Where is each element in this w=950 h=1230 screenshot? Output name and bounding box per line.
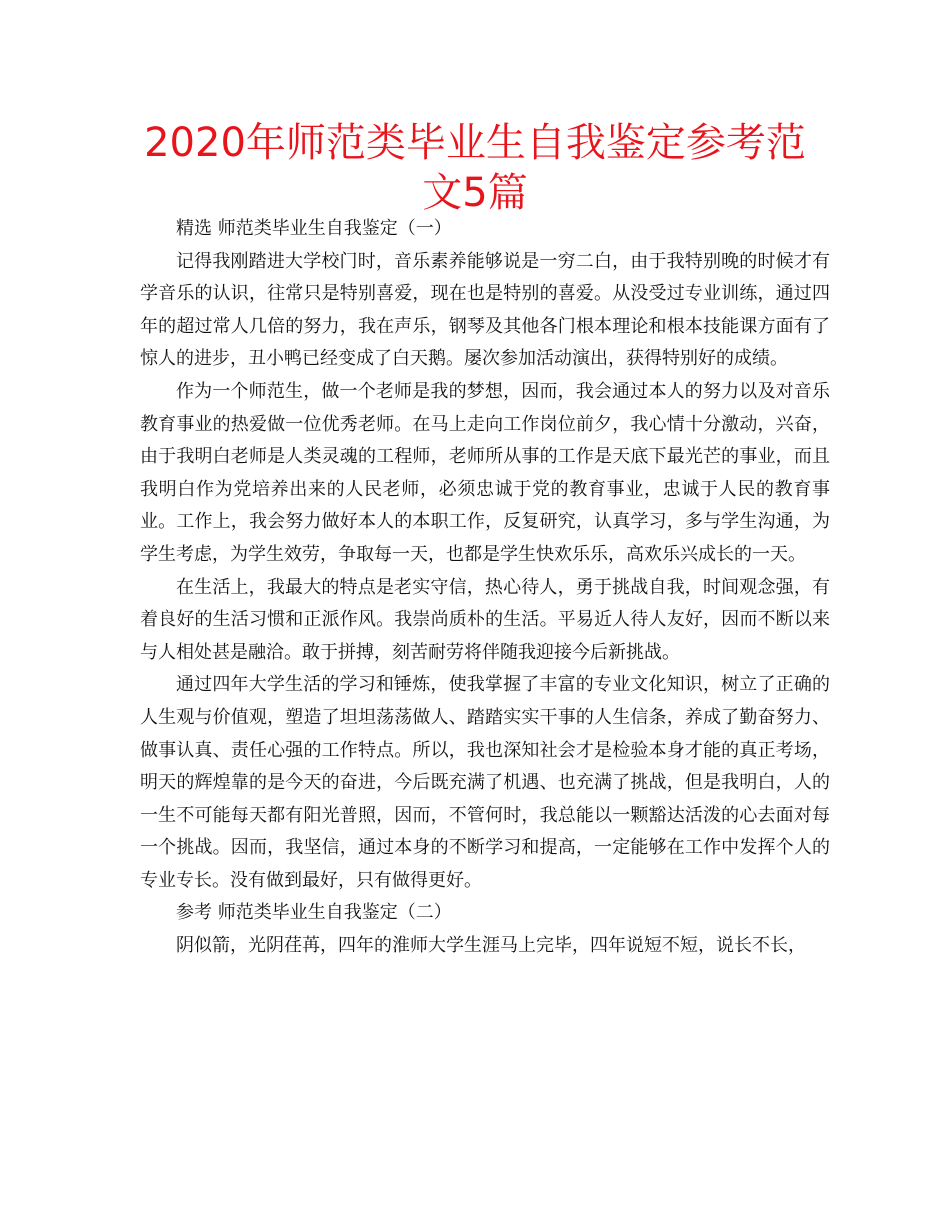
paragraph-teacher-dream: 作为一个师范生，做一个老师是我的梦想，因而，我会通过本人的努力以及对音乐教育事业的热爱做一位优秀老师。在马上走向工作岗位前夕，我心情十分激动，兴奋，由于我明白老师是人类灵魂的工程师，老师所从事的工作是天底下最光芒的事业，而且我明白作为党培养出来的人民老师，必须忠诚于党的教育事业，忠诚于人民的教育事业。工作上，我会努力做好本人的本职工作，反复研究，认真学习，多与学生沟通，为学生考虑，为学生效劳，争取每一天，也都是学生快欢乐乐，高欢乐兴成长的一天。 bbox=[140, 380, 830, 565]
paragraph-university-growth: 通过四年大学生活的学习和锤炼，使我掌握了丰富的专业文化知识，树立了正确的人生观与价值观，塑造了坦坦荡荡做人、踏踏实实干事的人生信条，养成了勤奋努力、做事认真、责任心强的工作特点。所以，我也深知社会才是检验本身才能的真正考场，明天的辉煌靠的是今天的奋进，今后既充满了机遇、也充满了挑战，但是我明白，人的一生不可能每天都有阳光普照，因而，不管何时，我总能以一颗豁达活泼的心去面对每一个挑战。因而，我坚信，通过本身的不断学习和提高，一定能够在工作中发挥个人的专业专长。没有做到最好，只有做得更好。 bbox=[140, 674, 830, 891]
paragraph-time-flies: 阴似箭，光阴荏苒，四年的淮师大学生涯马上完毕，四年说短不短，说长不长， bbox=[176, 935, 806, 957]
section-heading-2: 参考 师范类毕业生自我鉴定（二） bbox=[176, 902, 452, 924]
document-body bbox=[140, 213, 830, 963]
paragraph-life-character: 在生活上，我最大的特点是老实守信，热心待人，勇于挑战自我，时间观念强，有着良好的生活习惯和正派作风。我崇尚质朴的生活。平易近人待人友好，因而不断以来与人相处甚是融洽。敢于拼搏，刻苦耐劳将伴随我迎接今后新挑战。 bbox=[140, 576, 830, 663]
section-heading-1: 精选 师范类毕业生自我鉴定（一） bbox=[176, 218, 452, 239]
document-title: 2020年师范类毕业生自我鉴定参考范文5篇 bbox=[144, 120, 806, 216]
paragraph-music-study: 记得我刚踏进大学校门时，音乐素养能够说是一穷二白，由于我特别晚的时候才有学音乐的认识，往常只是特别喜爱，现在也是特别的喜爱。从没受过专业训练，通过四年的超过常人几倍的努力，我在声乐，钢琴及其他各门根本理论和根本技能课方面有了惊人的进步，丑小鸭已经变成了白天鹅。屡次参加活动演出，获得特别好的成绩。 bbox=[140, 250, 830, 370]
